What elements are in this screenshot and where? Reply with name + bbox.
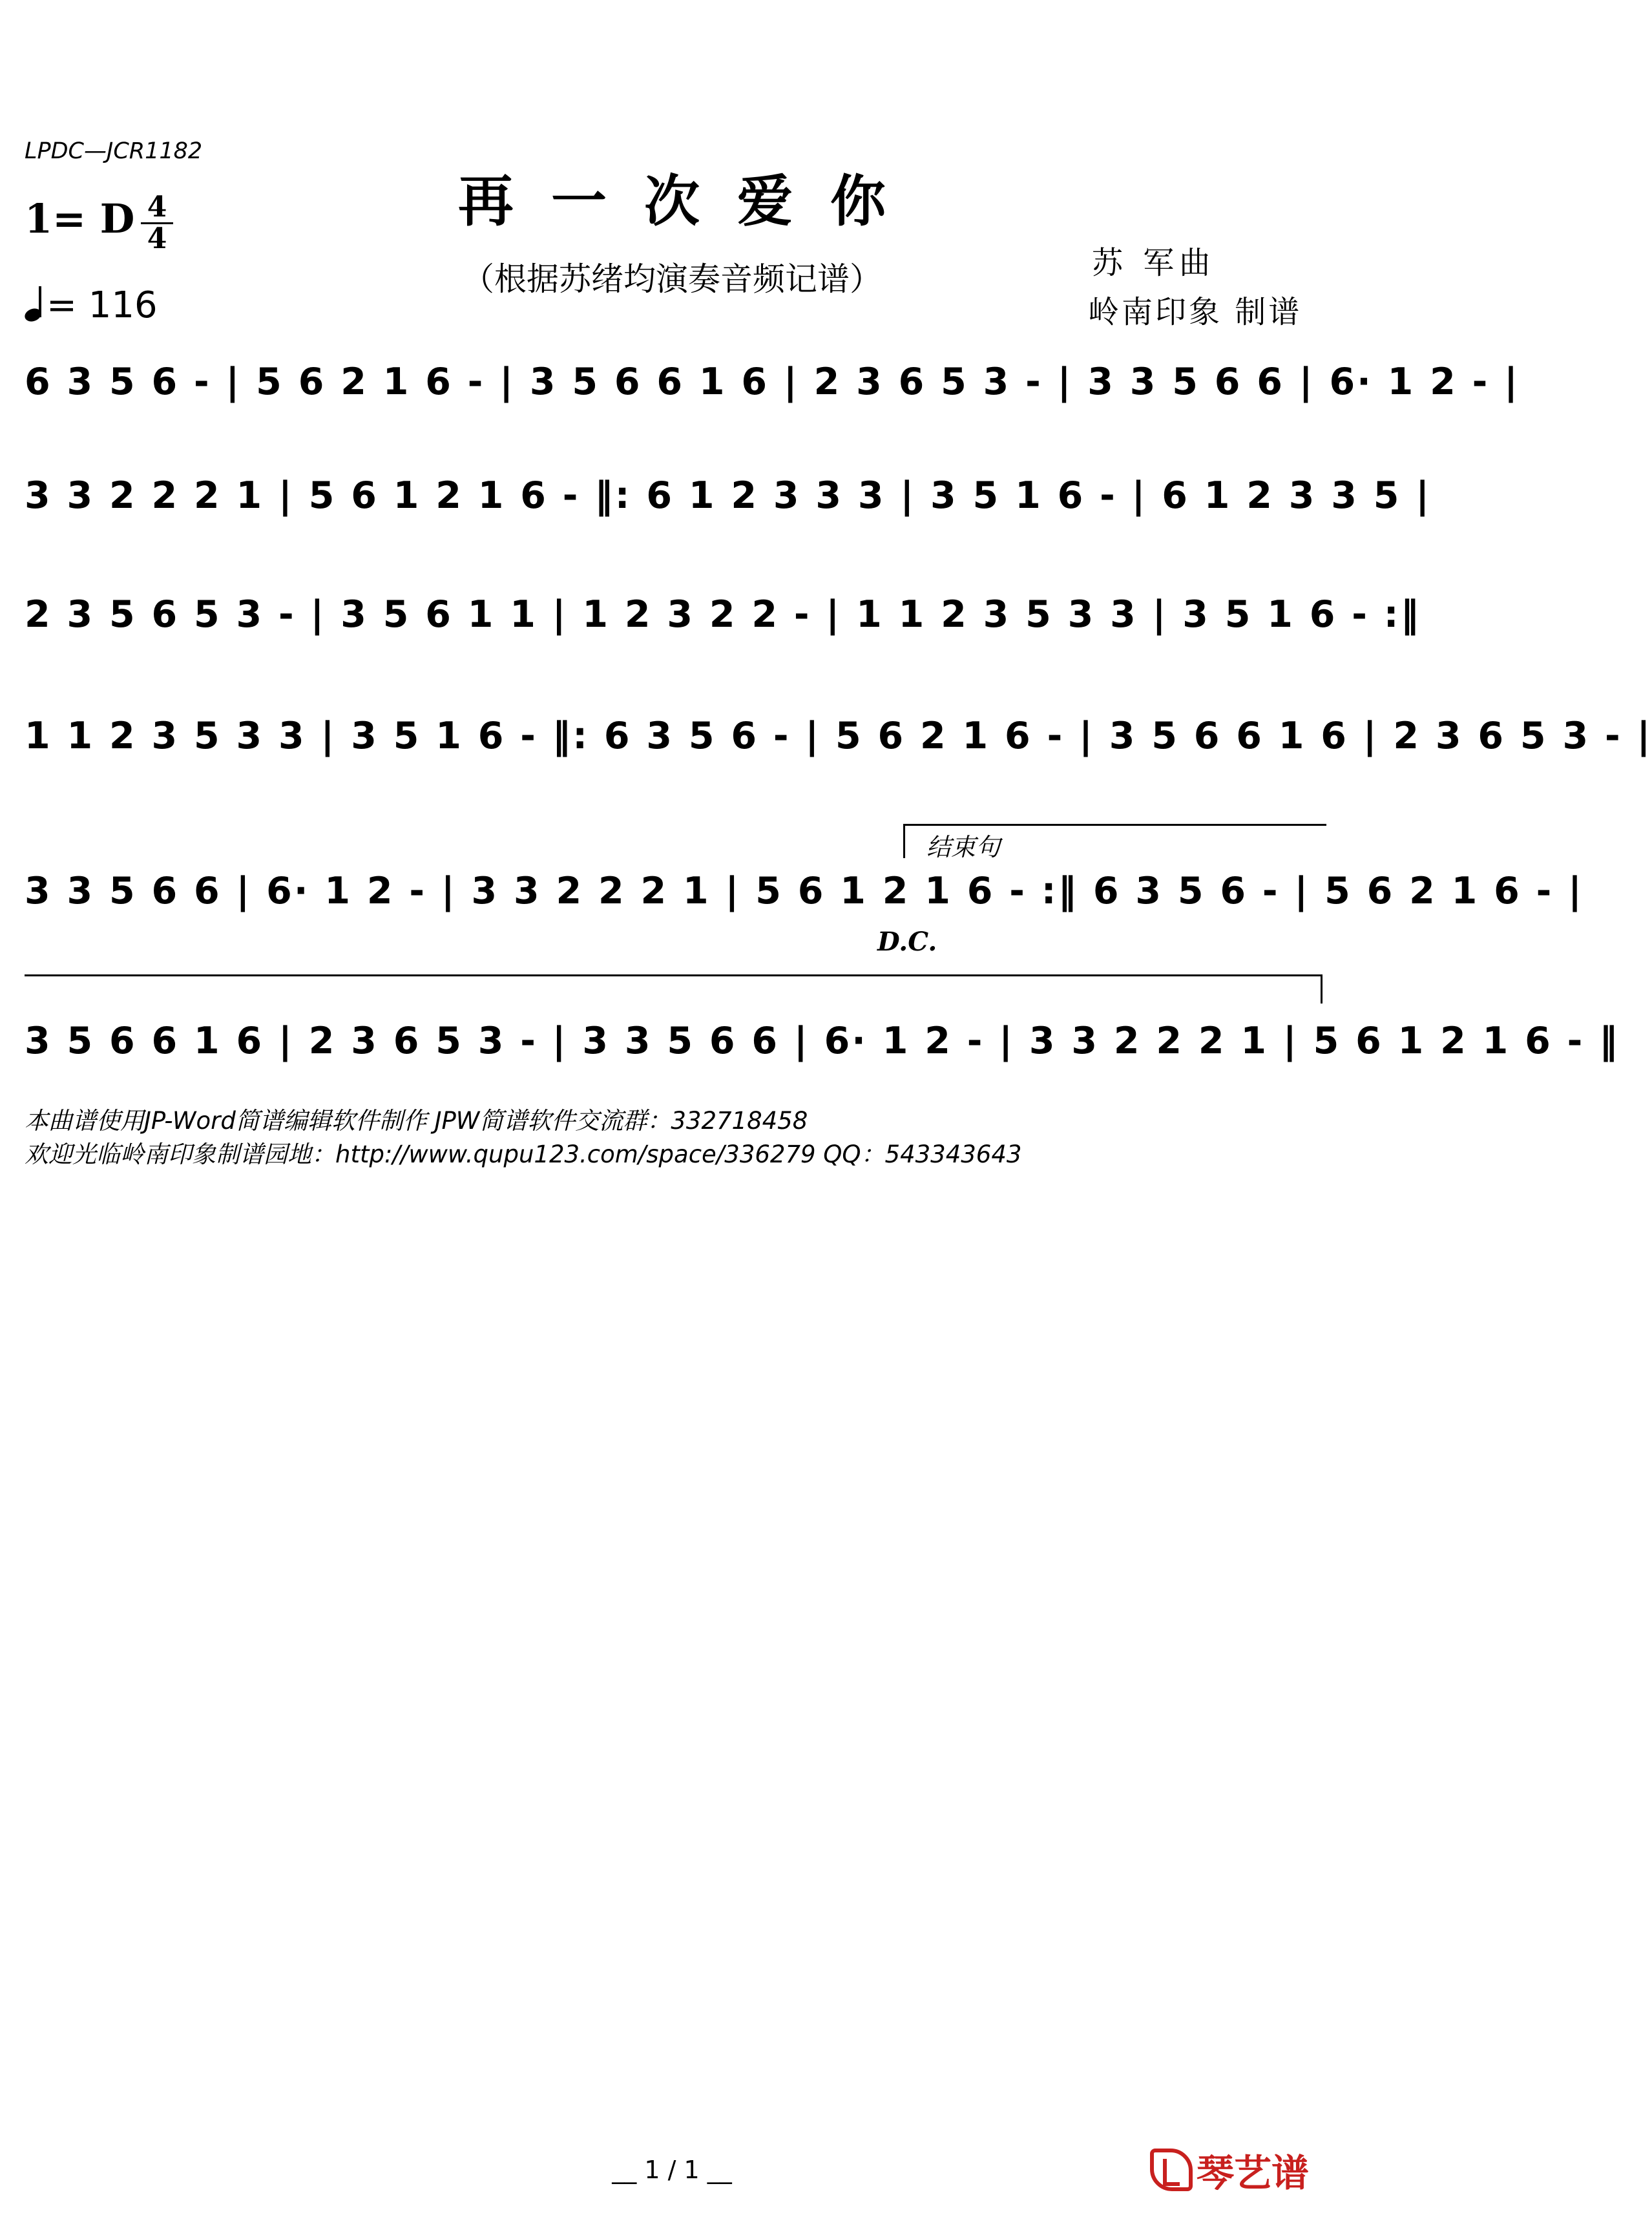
logo-mark-icon (1150, 2149, 1193, 2191)
score-line-1: 6 3 5 6 - | 5 6 2 1 6 - | 3 5 6 6 1 6 | 2 3 6 5 3 - | 3 3 5 6 6 | 6· 1 2 - | (25, 361, 1520, 403)
composer-credit: 苏 军曲 (1092, 245, 1216, 281)
score-subtitle: （根据苏绪均演奏音频记谱） (462, 260, 882, 298)
ending-label: 结束句 (926, 833, 1001, 861)
footer-software-note: 本曲谱使用JP-Word简谱编辑软件制作 JPW简谱软件交流群：332718458 (25, 1107, 808, 1135)
tempo-value: = 116 (47, 284, 158, 326)
tempo-marking (25, 284, 158, 326)
quarter-note-icon (25, 285, 47, 321)
dc-mark: D.C. (877, 927, 937, 957)
score-line-6: 3 5 6 6 1 6 | 2 3 6 5 3 - | 3 3 5 6 6 | 6· 1 2 - | 3 3 2 2 2 1 | 5 6 1 2 1 6 - ‖ (25, 1020, 1620, 1062)
score-line-3: 2 3 5 6 5 3 - | 3 5 6 1 1 | 1 2 3 2 2 - | 1 1 2 3 5 3 3 | 3 5 1 6 - :‖ (25, 593, 1421, 636)
page-number: __ 1 / 1 __ (612, 2156, 732, 2184)
key-signature: 1= D (25, 195, 135, 242)
time-signature (141, 191, 173, 255)
ending-bracket-continuation (25, 974, 1323, 1004)
score-title: 再一次爱你 (458, 169, 923, 234)
time-signature-top: 4 (147, 191, 167, 224)
footer-website-note: 欢迎光临岭南印象制谱园地：http://www.qupu123.com/space/336279 QQ：543343643 (25, 1140, 1022, 1168)
score-line-2: 3 3 2 2 2 1 | 5 6 1 2 1 6 - ‖: 6 1 2 3 3 3 | 3 5 1 6 - | 6 1 2 3 3 5 | (25, 474, 1432, 517)
arranger-credit: 岭南印象 制谱 (1088, 294, 1302, 330)
score-line-4: 1 1 2 3 5 3 3 | 3 5 1 6 - ‖: 6 3 5 6 - | 5 6 2 1 6 - | 3 5 6 6 1 6 | 2 3 6 5 3 - | (25, 715, 1652, 757)
logo-text: 琴艺谱 (1197, 2151, 1310, 2195)
site-logo (1150, 2143, 1310, 2195)
score-line-5: 3 3 5 6 6 | 6· 1 2 - | 3 3 2 2 2 1 | 5 6 1 2 1 6 - :‖ 6 3 5 6 - | 5 6 2 1 6 - | (25, 870, 1584, 912)
score-code: LPDC—JCR1182 (25, 138, 203, 164)
time-signature-bottom: 4 (147, 222, 167, 255)
